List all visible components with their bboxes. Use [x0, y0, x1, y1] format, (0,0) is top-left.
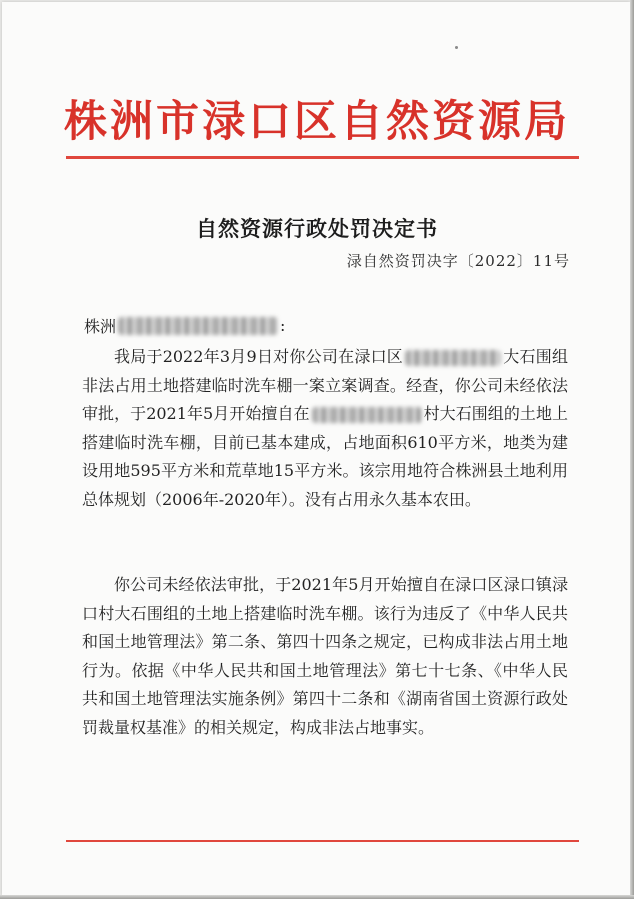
- paragraph-findings: [82, 343, 568, 515]
- document-number: 渌自然资罚决字〔2022〕11号: [346, 252, 570, 270]
- red-header-rule: [66, 156, 579, 159]
- addressee-suffix: :: [280, 316, 286, 335]
- redacted-location: [405, 350, 501, 366]
- violation-text: 你公司未经依法审批，于2021年5月开始擅自在渌口区渌口镇渌口村大石围组的土地上搭建临时洗车棚。该行为违反了《中华人民共和国土地管理法》第二条、第四十四条之规定，已构成非法占用土地行为。依据《中华人民共和国土地管理法》第七十七条、《中华人民共和国土地管理法实施条例》第四十二条和《湖南省国土资源行政处罚裁量权基准》的相关规定，构成非法占地事实。: [82, 575, 568, 737]
- document-title: 自然资源行政处罚决定书: [196, 216, 438, 241]
- scan-edge-bottom: [0, 895, 634, 899]
- findings-text-b: 大石围组非法占用土地搭建临时洗车棚一案立案调查。经查，你公司未经依法审批，于2021年5月开始擅自在: [82, 347, 568, 424]
- redacted-company-name: [118, 317, 278, 335]
- redacted-location: [312, 407, 422, 423]
- paragraph-violation: [82, 571, 568, 743]
- red-footer-rule: [66, 840, 579, 842]
- scan-speck: [455, 46, 458, 49]
- findings-text-c: 村大石围组的土地上搭建临时洗车棚，目前已基本建成，占地面积610平方米，地类为建设用地595平方米和荒草地15平方米。该宗用地符合株洲县土地利用总体规划（2006年-2020年）。没有占用永久基本农田。: [82, 404, 568, 509]
- findings-text-a: 我局于2022年3月9日对你公司在渌口区: [114, 347, 404, 366]
- addressee-line: [84, 314, 285, 337]
- organization-header: 株洲市渌口区自然资源局: [64, 97, 570, 147]
- addressee-prefix: 株洲: [84, 317, 117, 336]
